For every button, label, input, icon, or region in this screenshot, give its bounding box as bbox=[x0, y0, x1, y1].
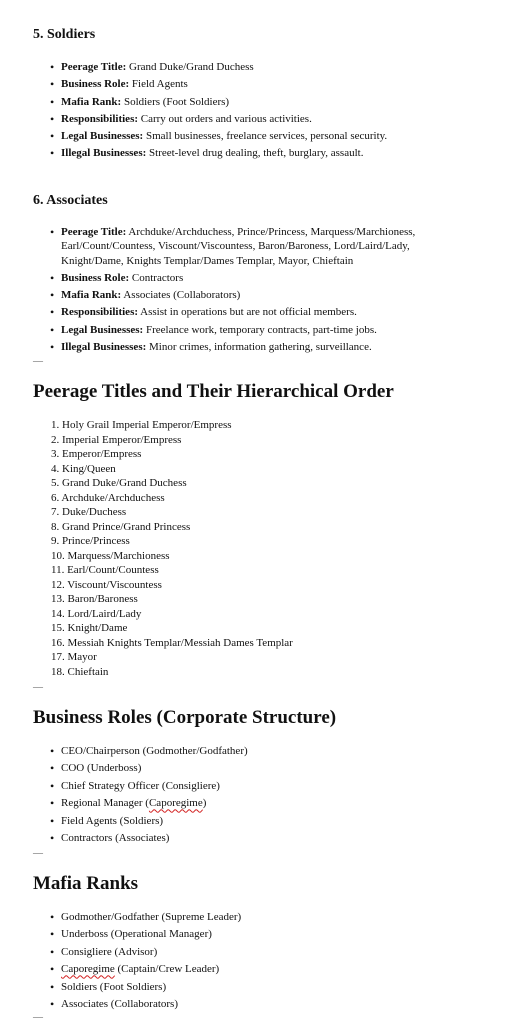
soldiers-list bbox=[50, 60, 470, 164]
list-item bbox=[50, 323, 470, 337]
list-item: 2. Imperial Emperor/Empress bbox=[51, 433, 182, 446]
list-item bbox=[50, 271, 470, 285]
separator-dash: — bbox=[33, 1012, 43, 1023]
list-item: • Associates (Collaborators) bbox=[50, 997, 470, 1011]
mafia-ranks-heading: Mafia Ranks bbox=[33, 873, 139, 894]
list-item: • CEO/Chairperson (Godmother/Godfather) bbox=[50, 744, 470, 758]
associates-list bbox=[50, 225, 470, 357]
item-value: Contractors bbox=[129, 271, 184, 284]
list-item bbox=[50, 129, 470, 143]
list-item: 13. Baron/Baroness bbox=[51, 593, 138, 605]
list-item: 3. Emperor/Empress bbox=[51, 448, 142, 460]
list-item: 6. Archduke/Archduchess bbox=[51, 491, 165, 504]
separator-dash: — bbox=[33, 682, 43, 693]
list-item bbox=[50, 77, 470, 91]
list-item: 17. Mayor bbox=[51, 651, 97, 663]
list-item: 5. Grand Duke/Grand Duchess bbox=[51, 477, 187, 489]
item-value: Minor crimes, information gathering, surveillance. bbox=[146, 341, 372, 354]
list-item: 11. Earl/Count/Countess bbox=[51, 564, 159, 576]
list-item bbox=[50, 288, 470, 302]
peerage-heading: Peerage Titles and Their Hierarchical Order bbox=[33, 381, 394, 402]
list-item: • Consigliere (Advisor) bbox=[50, 945, 470, 959]
list-item: 7. Duke/Duchess bbox=[51, 506, 127, 518]
list-item: 1. Holy Grail Imperial Emperor/Empress bbox=[51, 419, 232, 431]
item-value: Archduke/Archduchess, Prince/Princess, Marquess/Marchioness, Earl/Count/Countess, Viscount/Viscountess, Baron/Baroness, Lord/Laird/Lady, Knight/Dame, Knights Templar/Dames Templar, Mayor, Chieftain bbox=[61, 226, 416, 267]
list-item: 4. King/Queen bbox=[51, 462, 116, 475]
item-value: Carry out orders and various activities. bbox=[138, 112, 312, 125]
list-item bbox=[50, 225, 470, 268]
list-item: • Godmother/Godfather (Supreme Leader) bbox=[50, 910, 470, 924]
item-key: Illegal Businesses: bbox=[61, 341, 147, 354]
section-heading-associates: 6. Associates bbox=[33, 193, 108, 208]
list-item bbox=[50, 305, 470, 319]
peerage-list bbox=[51, 418, 293, 679]
item-key: Mafia Rank: bbox=[61, 95, 122, 108]
item-key: Illegal Businesses: bbox=[61, 147, 147, 160]
item-key: Responsibilities: bbox=[61, 112, 139, 125]
item-key: Business Role: bbox=[61, 78, 130, 91]
list-item: 10. Marquess/Marchioness bbox=[51, 549, 170, 562]
list-item: • Underboss (Operational Manager) bbox=[50, 927, 470, 941]
item-value: Associates (Collaborators) bbox=[121, 289, 241, 302]
item-value: Assist in operations but are not official members. bbox=[138, 306, 357, 319]
list-item: 12. Viscount/Viscountess bbox=[51, 578, 162, 591]
list-item bbox=[50, 60, 470, 74]
list-item: 14. Lord/Laird/Lady bbox=[51, 607, 142, 620]
list-item: 15. Knight/Dame bbox=[51, 622, 128, 634]
list-item: 8. Grand Prince/Grand Princess bbox=[51, 520, 191, 533]
list-item bbox=[50, 962, 470, 976]
item-text: (Captain/Crew Leader) bbox=[114, 963, 220, 976]
item-text: Regional Manager ( bbox=[61, 797, 149, 810]
list-item: • Soldiers (Foot Soldiers) bbox=[50, 980, 470, 994]
list-item: • COO (Underboss) bbox=[50, 761, 470, 775]
mafia-ranks-list bbox=[50, 910, 470, 1015]
list-item: • Chief Strategy Officer (Consigliere) bbox=[50, 779, 470, 793]
list-item: • Contractors (Associates) bbox=[50, 831, 470, 845]
list-item bbox=[50, 146, 470, 160]
item-text: ) bbox=[202, 797, 207, 810]
item-key: Responsibilities: bbox=[61, 306, 139, 319]
list-item bbox=[50, 340, 470, 354]
separator-dash: — bbox=[33, 356, 43, 367]
list-item bbox=[50, 796, 470, 810]
list-item: 9. Prince/Princess bbox=[51, 535, 130, 547]
separator-dash: — bbox=[33, 848, 43, 859]
spellcheck-word: Caporegime bbox=[148, 797, 203, 810]
section-heading-soldiers: 5. Soldiers bbox=[33, 27, 96, 42]
list-item: 18. Chieftain bbox=[51, 665, 109, 678]
item-key: Legal Businesses: bbox=[61, 323, 144, 336]
business-roles-list bbox=[50, 744, 470, 849]
item-value: Small businesses, freelance services, personal security. bbox=[143, 130, 388, 143]
item-key: Business Role: bbox=[61, 271, 130, 284]
list-item: 16. Messiah Knights Templar/Messiah Dames Templar bbox=[51, 636, 293, 649]
item-key: Legal Businesses: bbox=[61, 130, 144, 143]
business-roles-heading: Business Roles (Corporate Structure) bbox=[33, 707, 337, 728]
spellcheck-word: Caporegime bbox=[61, 963, 115, 976]
item-value: Freelance work, temporary contracts, part-time jobs. bbox=[143, 323, 377, 336]
item-value: Field Agents bbox=[129, 78, 188, 91]
list-item bbox=[50, 95, 470, 109]
item-value: Grand Duke/Grand Duchess bbox=[126, 61, 254, 73]
list-item: • Field Agents (Soldiers) bbox=[50, 814, 470, 828]
item-key: Mafia Rank: bbox=[61, 289, 122, 302]
item-key: Peerage Title: bbox=[61, 61, 127, 73]
item-value: Street-level drug dealing, theft, burglary, assault. bbox=[146, 147, 364, 160]
item-key: Peerage Title: bbox=[61, 226, 127, 238]
list-item bbox=[50, 112, 470, 126]
item-value: Soldiers (Foot Soldiers) bbox=[121, 95, 230, 108]
